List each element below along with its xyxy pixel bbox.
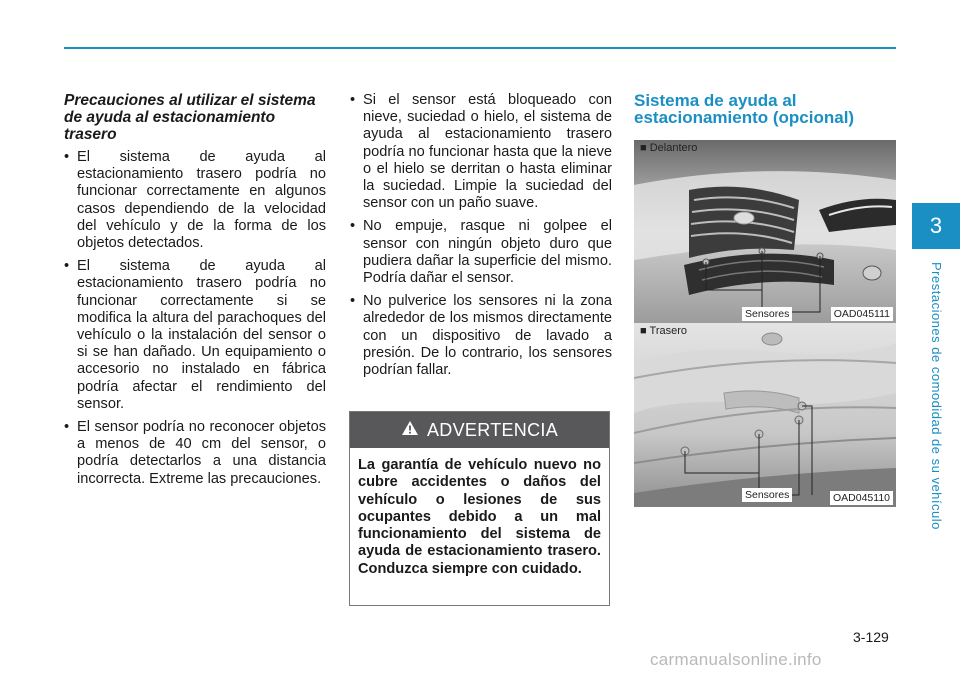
list-item: • Si el sensor está bloqueado con nieve, suciedad o hielo, el sistema de ayuda al estacionamiento trasero podría no funcionar hasta que la nieve o el hielo se derritan o hasta eliminar la suciedad. Limpie la suciedad del sensor con un paño suave. [350, 92, 612, 212]
rear-figure-code: OAD045110 [830, 491, 893, 505]
warning-header [350, 412, 609, 448]
column-more-precautions [350, 92, 612, 385]
page-number: 3-129 [853, 629, 889, 645]
warning-title: ADVERTENCIA [427, 419, 558, 440]
precautions-heading: Precauciones al utilizar el sistema de ayuda al estacionamiento trasero [64, 92, 316, 143]
bullet-icon: • [350, 218, 356, 235]
front-car-illustration [634, 140, 896, 323]
bullet-icon: • [350, 293, 356, 310]
rear-sensors-label: Sensores [742, 488, 792, 502]
front-sensors-label: Sensores [742, 307, 792, 321]
column-precautions [64, 92, 326, 494]
bullet-icon: • [64, 149, 70, 165]
list-item: • No pulverice los sensores ni la zona alrededor de los mismos directamente con un dispositivo de lavado a presión. De lo contrario, los sensores podrían fallar. [350, 293, 612, 379]
rear-label: ■ Trasero [640, 325, 687, 337]
list-item: • El sistema de ayuda al estacionamiento trasero podría no funcionar correctamente en algunos casos dependiendo de la velocidad del vehículo y de la forma de los objetos detectados. [64, 149, 326, 252]
precautions-list [64, 149, 326, 488]
bullet-icon: • [64, 258, 70, 275]
warning-text: La garantía de vehículo nuevo no cubre accidentes o daños del vehículo o lesiones de sus ocupantes debido a un mal funcionamiento del sistema de ayuda de estacionamiento trasero. Conduzca siempre con cuidado. [358, 457, 601, 577]
top-rule [64, 47, 896, 49]
precautions-list-2 [350, 92, 612, 379]
figure-front [634, 140, 896, 323]
figure-rear [634, 323, 896, 507]
section-title: Sistema de ayuda al estacionamiento (opcional) [634, 91, 855, 127]
warning-box [349, 411, 610, 606]
front-figure-code: OAD045111 [831, 307, 893, 321]
chapter-number-tab: 3 [912, 203, 960, 249]
watermark: carmanualsonline.info [650, 650, 822, 669]
column-parking-assist [634, 92, 897, 126]
bullet-icon: • [64, 419, 70, 436]
bullet-icon: • [350, 92, 356, 108]
rear-car-illustration [634, 323, 896, 507]
list-item: • El sensor podría no reconocer objetos a menos de 40 cm del sensor, o podría detectarlos a una distancia incorrecta. Extreme las precauciones. [64, 419, 326, 487]
front-label: ■ Delantero [640, 142, 698, 154]
list-item: • El sistema de ayuda al estacionamiento trasero podría no funcionar correctamente si se modifica la altura del parachoques del vehículo o la instalación del sensor o si se han dañado. Un equipamiento o accesorio no instalado en fábrica podría afectar el rendimiento del sensor. [64, 258, 326, 412]
warning-triangle-icon [401, 420, 419, 441]
list-item: • No empuje, rasque ni golpee el sensor con ningún objeto duro que pudiera dañar la superficie del mismo. Podría dañar el sensor. [350, 218, 612, 287]
chapter-title-vertical: Prestaciones de comodidad de su vehículo [929, 262, 944, 530]
